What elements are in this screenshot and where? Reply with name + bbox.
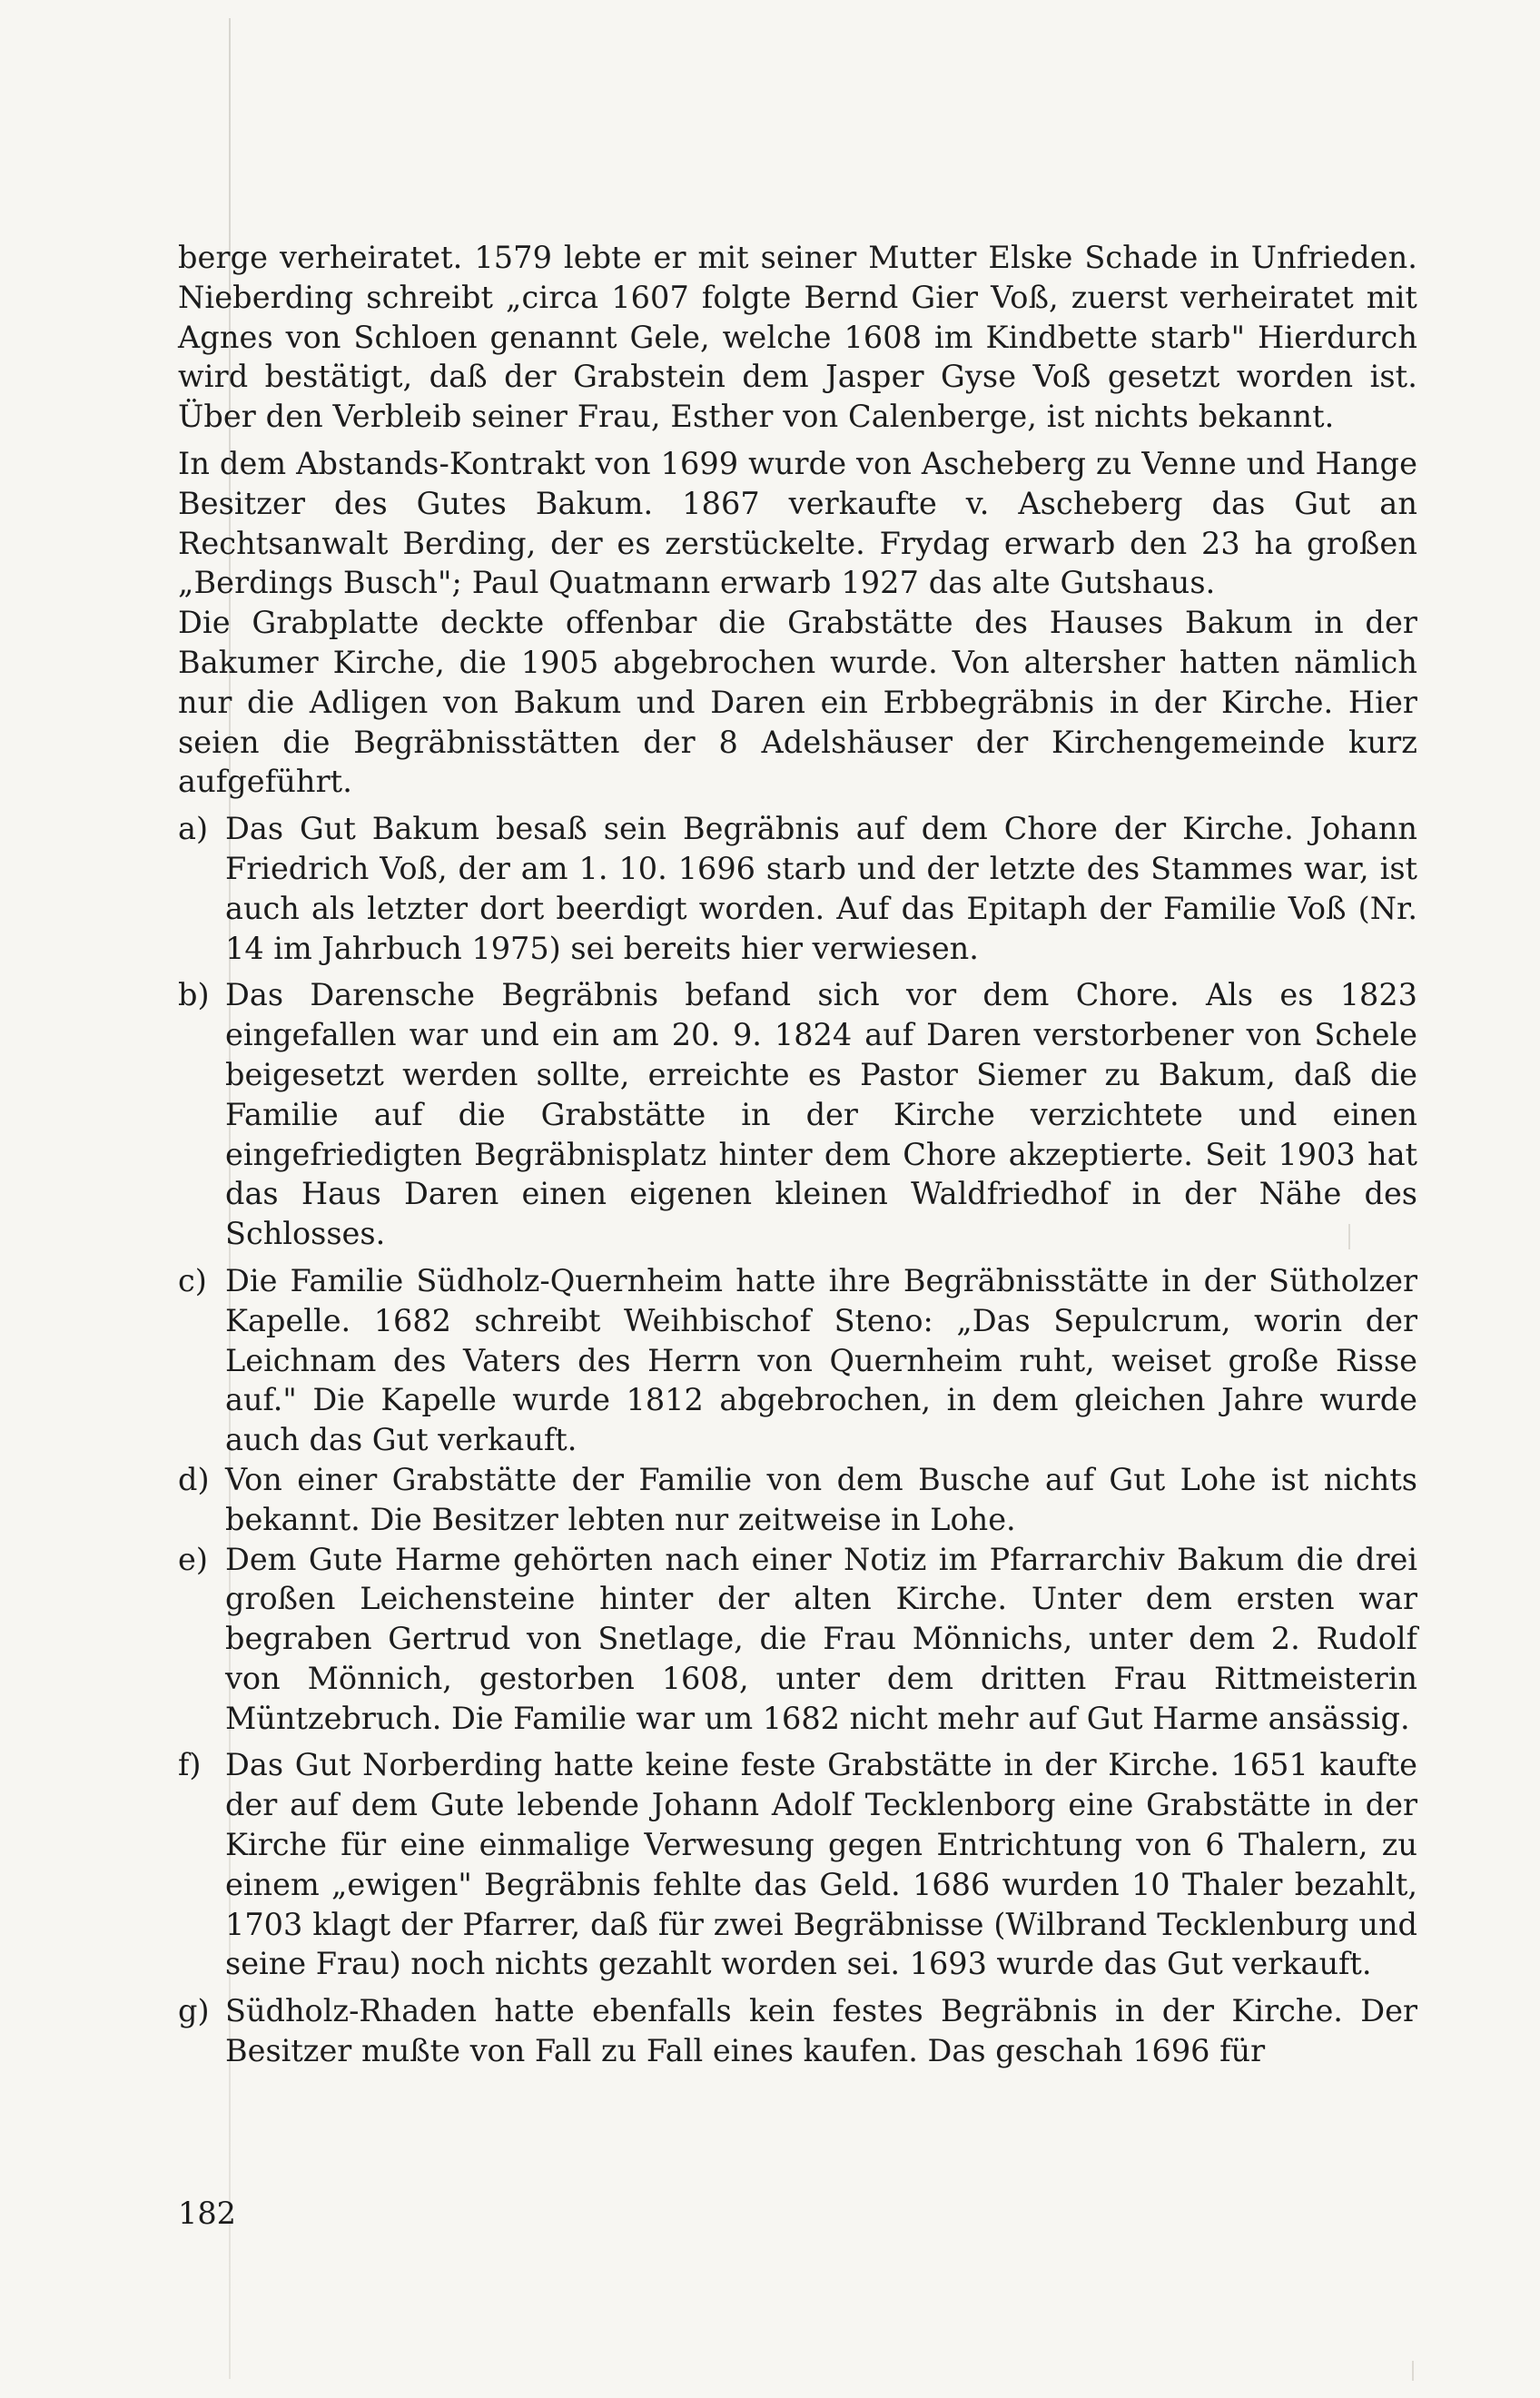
list-marker: b)	[178, 977, 210, 1013]
list-item-f	[178, 1745, 1417, 1984]
page-body	[178, 238, 1417, 2381]
list-marker: a)	[178, 811, 209, 847]
paragraph-abstands-kontrakt: In dem Abstands-Kontrakt von 1699 wurde von Ascheberg zu Venne und Hange Besitzer des Gutes Bakum. 1867 verkaufte v. Ascheberg das Gut an Rechtsanwalt Berding, der es zerstückelte. Frydag erwarb den 23 ha großen „Berdings Busch"; Paul Quatmann erwarb 1927 das alte Gutshaus.	[178, 445, 1417, 601]
list-marker: c)	[178, 1262, 207, 1298]
page-number: 182	[178, 2196, 236, 2231]
list-marker: g)	[178, 1993, 210, 2029]
list-item-text: Das Gut Norberding hatte keine feste Grabstätte in der Kirche. 1651 kaufte der auf dem Gute lebende Johann Adolf Tecklenborg eine Grabstätte in der Kirche für eine einmalige Verwesung gegen Entrichtung von 6 Thalern, zu einem „ewigen" Begräbnis fehlte das Geld. 1686 wurden 10 Thaler bezahlt, 1703 klagt der Pfarrer, daß für zwei Begräbnisse (Wilbrand Tecklenburg und seine Frau) noch nichts gezahlt worden sei. 1693 wurde das Gut verkauft.	[225, 1747, 1417, 1982]
list-item-b	[178, 975, 1417, 1254]
list-item-text: Das Darensche Begräbnis befand sich vor dem Chore. Als es 1823 eingefallen war und ein am 20. 9. 1824 auf Daren verstorbener von Schele beigesetzt werden sollte, erreichte es Pastor Siemer zu Bakum, daß die Familie auf die Grabstätte in der Kirche verzichtete und einen eingefriedigten Begräbnisplatz hinter dem Chore akzeptierte. Seit 1903 hat das Haus Daren einen eigenen kleinen Waldfriedhof in der Nähe des Schlosses.	[225, 977, 1417, 1252]
list-item-a	[178, 809, 1417, 968]
list-marker: f)	[178, 1747, 202, 1783]
list-item-d	[178, 1460, 1417, 1540]
list-marker: d)	[178, 1461, 210, 1497]
item-gap	[178, 1738, 1417, 1745]
paragraph-gap	[178, 437, 1417, 444]
list-item-c	[178, 1261, 1417, 1460]
list-item-text: Das Gut Bakum besaß sein Begräbnis auf dem Chore der Kirche. Johann Friedrich Voß, der am 1. 10. 1696 starb und der letzte des Stammes war, ist auch als letzter dort beerdigt worden. Auf das Epitaph der Familie Voß (Nr. 14 im Jahrbuch 1975) sei bereits hier verwiesen.	[225, 811, 1417, 966]
list-item-text: Von einer Grabstätte der Familie von dem Busche auf Gut Lohe ist nichts bekannt. Die Besitzer lebten nur zeitweise in Lohe.	[225, 1461, 1417, 1537]
list-item-text: Dem Gute Harme gehörten nach einer Notiz im Pfarrarchiv Bakum die drei großen Leichensteine hinter der alten Kirche. Unter dem ersten war begraben Gertrud von Snetlage, die Frau Mönnichs, unter dem 2. Rudolf von Mönnich, gestorben 1608, unter dem dritten Frau Rittmeisterin Müntzebruch. Die Familie war um 1682 nicht mehr auf Gut Harme ansässig.	[225, 1541, 1417, 1736]
list-item-e	[178, 1540, 1417, 1739]
item-gap	[178, 1254, 1417, 1261]
paragraph-grabplatte: Die Grabplatte deckte offenbar die Grabstätte des Hauses Bakum in der Bakumer Kirche, die 1905 abgebrochen wurde. Von altersher hatten nämlich nur die Adligen von Bakum und Daren ein Erbbegräbnis in der Kirche. Hier seien die Begräbnisstätten der 8 Adelshäuser der Kirchengemeinde kurz aufgeführt.	[178, 605, 1417, 800]
list-item-text: Die Familie Südholz-Quernheim hatte ihre Begräbnisstätte in der Sütholzer Kapelle. 1682 schreibt Weihbischof Steno: „Das Sepulcrum, worin der Leichnam des Vaters des Herrn von Quernheim ruht, weiset große Risse auf." Die Kapelle wurde 1812 abgebrochen, in dem gleichen Jahre wurde auch das Gut verkauft.	[225, 1262, 1417, 1458]
paragraph-gap	[178, 802, 1417, 809]
list-marker: e)	[178, 1541, 208, 1577]
item-gap	[178, 968, 1417, 975]
list-item-g	[178, 1991, 1417, 2071]
item-gap	[178, 1984, 1417, 1991]
list-item-text: Südholz-Rhaden hatte ebenfalls kein festes Begräbnis in der Kirche. Der Besitzer mußte von Fall zu Fall eines kaufen. Das geschah 1696 für	[225, 1993, 1417, 2069]
paragraph-continuation: berge verheiratet. 1579 lebte er mit seiner Mutter Elske Schade in Unfrieden. Nieberding schreibt „circa 1607 folgte Bernd Gier Voß, zuerst verheiratet mit Agnes von Schloen genannt Gele, welche 1608 im Kindbette starb" Hierdurch wird bestätigt, daß der Grabstein dem Jasper Gyse Voß gesetzt worden ist. Über den Verbleib seiner Frau, Esther von Calenberge, ist nichts bekannt.	[178, 240, 1417, 435]
